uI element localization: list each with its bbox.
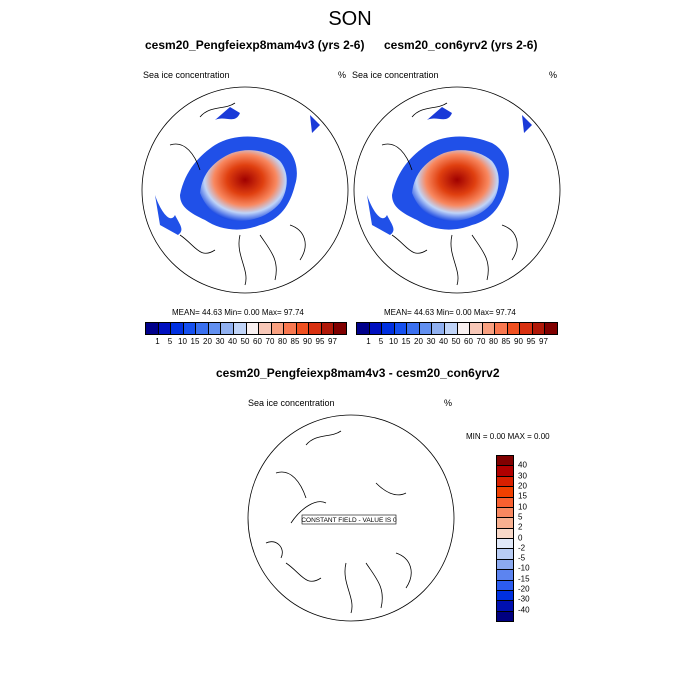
colorbar-tick-label: 20 [203,337,212,346]
colorbar-tick-label: 95 [315,337,325,346]
colorbar-swatch [382,323,395,334]
left-units-label: % [338,70,347,80]
colorbar-tick-label: 20 [518,481,527,491]
colorbar-tick-label: -10 [518,563,530,573]
colorbar-tick-label: -2 [518,543,526,553]
colorbar-tick-label: 40 [439,337,448,346]
colorbar-tick-label: 10 [389,337,398,346]
colorbar-tick-label: 40 [228,337,237,346]
colorbar-swatch [497,466,513,476]
colorbar-tick-label: -20 [518,584,530,594]
right-polar-map [352,85,562,295]
colorbar-swatch [432,323,445,334]
diff-variable-label: Sea ice concentration [248,398,335,408]
colorbar-tick-label: 5 [378,337,384,346]
colorbar-tick-label: 15 [190,337,200,346]
constant-field-label: CONSTANT FIELD - VALUE IS 0 [301,517,397,524]
colorbar-tick-label: 90 [303,337,312,346]
colorbar-swatch [497,456,513,466]
colorbar-swatch [445,323,458,334]
diff-colorbar-labels [518,455,558,620]
colorbar-swatch [171,323,184,334]
colorbar-tick-label: 20 [414,337,423,346]
colorbar-swatch [146,323,159,334]
colorbar-tick-label: -30 [518,594,530,604]
colorbar-swatch [334,323,346,334]
colorbar-tick-label: 10 [178,337,187,346]
colorbar-tick-label: 0 [518,533,523,542]
colorbar-swatch [497,601,513,611]
right-panel-title: cesm20_con6yrv2 (yrs 2-6) [384,38,538,52]
colorbar-swatch [497,612,513,621]
colorbar-swatch [497,508,513,518]
colorbar-tick-label: 97 [539,337,548,346]
colorbar-swatch [357,323,370,334]
colorbar-swatch [497,581,513,591]
left-colorbar-labels [145,337,345,347]
colorbar-swatch [221,323,234,334]
colorbar-swatch [272,323,285,334]
colorbar-tick-label: 70 [265,337,275,346]
colorbar-swatch [497,549,513,559]
colorbar-tick-label: 70 [476,337,486,346]
colorbar-swatch [508,323,521,334]
colorbar-swatch [420,323,433,334]
colorbar-swatch [234,323,247,334]
colorbar-tick-label: 80 [489,337,498,346]
colorbar-swatch [495,323,508,334]
colorbar-swatch [483,323,496,334]
colorbar-tick-label: 90 [514,337,523,346]
colorbar-swatch [184,323,197,334]
colorbar-swatch [407,323,420,334]
colorbar-swatch [497,560,513,570]
colorbar-tick-label: 85 [290,337,300,346]
colorbar-tick-label: 95 [526,337,536,346]
colorbar-tick-label: 30 [426,337,436,346]
colorbar-tick-label: 97 [328,337,337,346]
colorbar-tick-label: 10 [518,502,527,512]
colorbar-tick-label: 50 [240,337,250,346]
diff-panel-title: cesm20_Pengfeiexp8mam4v3 - cesm20_con6yrv2 [216,366,500,380]
colorbar-tick-label: 1 [155,337,160,346]
colorbar-tick-label: -15 [518,574,530,584]
diff-polar-map [246,413,456,623]
diff-minmax: MIN = 0.00 MAX = 0.00 [466,432,550,441]
left-stats: MEAN= 44.63 Min= 0.00 Max= 97.74 [172,308,304,317]
colorbar-swatch [196,323,209,334]
colorbar-swatch [497,570,513,580]
left-variable-label: Sea ice concentration [143,70,230,80]
colorbar-swatch [284,323,297,334]
colorbar-swatch [297,323,310,334]
right-variable-label: Sea ice concentration [352,70,439,80]
left-panel-title: cesm20_Pengfeiexp8mam4v3 (yrs 2-6) [145,38,365,52]
colorbar-swatch [458,323,471,334]
colorbar-swatch [497,487,513,497]
colorbar-tick-label: 80 [278,337,287,346]
colorbar-swatch [497,477,513,487]
diff-colorbar [496,455,514,622]
colorbar-tick-label: 30 [518,471,527,481]
colorbar-tick-label: 15 [518,491,527,501]
colorbar-swatch [533,323,546,334]
colorbar-swatch [247,323,260,334]
colorbar-tick-label: 15 [401,337,411,346]
colorbar-tick-label: 60 [253,337,262,346]
colorbar-swatch [497,498,513,508]
colorbar-tick-label: -5 [518,553,526,563]
colorbar-swatch [545,323,557,334]
colorbar-tick-label: 85 [501,337,511,346]
colorbar-tick-label: 5 [518,512,523,522]
right-colorbar [356,322,558,335]
diff-units-label: % [444,398,453,408]
colorbar-tick-label: 5 [167,337,173,346]
colorbar-swatch [497,518,513,528]
colorbar-tick-label: 60 [464,337,473,346]
colorbar-tick-label: -40 [518,605,530,615]
colorbar-swatch [370,323,383,334]
right-units-label: % [549,70,558,80]
colorbar-swatch [497,539,513,549]
colorbar-swatch [209,323,222,334]
season-title: SON [328,8,372,30]
left-colorbar [145,322,347,335]
colorbar-swatch [322,323,335,334]
colorbar-swatch [309,323,322,334]
colorbar-tick-label: 50 [451,337,461,346]
colorbar-swatch [259,323,272,334]
colorbar-swatch [470,323,483,334]
colorbar-swatch [159,323,172,334]
colorbar-swatch [497,529,513,539]
colorbar-tick-label: 40 [518,460,527,470]
colorbar-swatch [497,591,513,601]
right-colorbar-labels [356,337,556,347]
left-polar-map [140,85,350,295]
colorbar-swatch [520,323,533,334]
colorbar-tick-label: 2 [518,522,523,532]
colorbar-swatch [395,323,408,334]
colorbar-tick-label: 1 [366,337,371,346]
right-stats: MEAN= 44.63 Min= 0.00 Max= 97.74 [384,308,516,317]
colorbar-tick-label: 30 [215,337,225,346]
